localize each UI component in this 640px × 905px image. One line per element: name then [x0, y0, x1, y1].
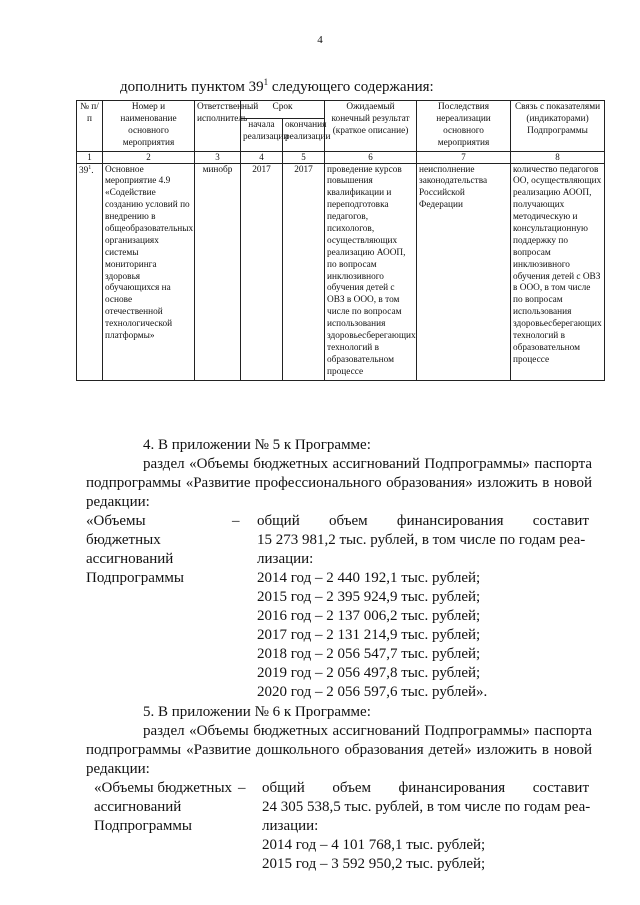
year-line: 2018 год – 2 056 547,7 тыс. рублей;: [257, 646, 481, 662]
word: общий: [262, 780, 305, 796]
header-consequence: Последствия нереализации основного мероприятия: [417, 101, 511, 152]
word: объем: [328, 513, 368, 529]
section5-years: [262, 836, 485, 874]
table-header-row: [77, 101, 605, 119]
header-result: Ожидаемый конечный результат (краткое описание): [325, 101, 417, 152]
section4-paragraph: раздел «Объемы бюджетных ассигнований Подпрограммы» паспорта подпрограммы «Развитие профессионального образования» изложить в новой редакции:: [86, 456, 592, 510]
header-link: Связь с показателями (индикаторами) Подпрограммы: [511, 101, 605, 152]
section5-dash: –: [238, 780, 246, 796]
year-line: 2015 год – 3 592 950,2 тыс. рублей;: [262, 856, 486, 872]
header-resp: Ответственный исполнитель: [195, 101, 241, 152]
page-number: 4: [317, 34, 323, 46]
word: составит: [532, 513, 589, 529]
row-name: Основное мероприятие 4.9 «Содействие созданию условий по внедрению в общеобразовательных организациях системы мониторинга здоровья обучающихся на основе отечественной технологической платформы»: [103, 163, 195, 380]
row-num: [77, 163, 103, 380]
section5-paragraph: раздел «Объемы бюджетных ассигнований Подпрограммы» паспорта подпрограммы «Развитие дошкольного образования детей» изложить в новой редакции:: [86, 723, 592, 777]
col-number: 3: [195, 151, 241, 163]
year-line: 2014 год – 4 101 768,1 тыс. рублей;: [262, 837, 486, 853]
section4-dash: –: [232, 513, 240, 529]
col-number: 6: [325, 151, 417, 163]
section4-label-3: ассигнований: [86, 551, 174, 567]
row-consequence: неисполнение законодательства Российской Федерации: [417, 163, 511, 380]
section5-total-line2: 24 305 538,5 тыс. рублей, в том числе по годам реа-: [262, 799, 591, 815]
section5-total-line3: лизации:: [262, 818, 319, 834]
row-num-text: 39: [79, 165, 89, 176]
word: объем: [332, 780, 371, 796]
col-number: 2: [103, 151, 195, 163]
row-start: 2017: [241, 163, 283, 380]
section4-total-line1: [257, 512, 589, 531]
section5-label-3: Подпрограммы: [94, 818, 192, 834]
col-number: 4: [241, 151, 283, 163]
table-number-row: [77, 151, 605, 163]
section4-label-4: Подпрограммы: [86, 570, 184, 586]
header-num: № п/п: [77, 101, 103, 152]
intro-sup: 1: [263, 77, 269, 87]
intro-line: [120, 77, 434, 96]
row-result: проведение курсов повышения квалификации и переподготовка педагогов, психологов, осуществляющих реализацию АООП, по вопросам инклюзивного обучения детей с ОВЗ в ООО, в том числе по вопросам использования здоровьесберегающих технологий в образовательном процессе: [325, 163, 417, 380]
col-number: 8: [511, 151, 605, 163]
year-line: 2020 год – 2 056 597,6 тыс. рублей».: [257, 684, 488, 700]
row-link: количество педагогов ОО, осуществляющих реализацию АООП, получающих методическую и консультационную поддержку по вопросам инклюзивного обучения детей с ОВЗ в ООО, в том числе по вопросам использования здоровьесберегающих технологий в образовательном процессе: [511, 163, 605, 380]
word: финансирования: [396, 513, 504, 529]
word: общий: [257, 513, 300, 529]
table-row: [77, 163, 605, 380]
row-num-sup: 1: [88, 164, 92, 171]
section4-label-2: бюджетных: [86, 532, 161, 548]
section4-total-line3: лизации:: [257, 551, 314, 567]
col-number: 1: [77, 151, 103, 163]
section4-total-line2: 15 273 981,2 тыс. рублей, в том числе по годам реа-: [257, 532, 586, 548]
year-line: 2019 год – 2 056 497,8 тыс. рублей;: [257, 665, 481, 681]
section5-label-1: «Объемы бюджетных: [94, 780, 233, 796]
section5-label-2: ассигнований: [94, 799, 182, 815]
word: составит: [532, 780, 589, 796]
section5-total-line1: [262, 779, 589, 798]
row-resp: минобр: [195, 163, 241, 380]
year-line: 2015 год – 2 395 924,9 тыс. рублей;: [257, 589, 481, 605]
section5-heading: 5. В приложении № 6 к Программе:: [143, 704, 371, 720]
row-end: 2017: [283, 163, 325, 380]
word: финансирования: [398, 780, 506, 796]
header-start: начала реализации: [241, 119, 283, 152]
row-num-tail: .: [91, 165, 94, 176]
measures-table: [76, 100, 605, 381]
year-line: 2016 год – 2 137 006,2 тыс. рублей;: [257, 608, 481, 624]
col-number: 7: [417, 151, 511, 163]
intro-text: дополнить пунктом 39: [120, 79, 264, 95]
section4-years: [257, 569, 487, 702]
year-line: 2014 год – 2 440 192,1 тыс. рублей;: [257, 570, 481, 586]
section4-label-1: «Объемы: [86, 513, 146, 529]
header-term: Срок: [241, 101, 325, 119]
header-end: окончания реализации: [283, 119, 325, 152]
year-line: 2017 год – 2 131 214,9 тыс. рублей;: [257, 627, 481, 643]
col-number: 5: [283, 151, 325, 163]
header-name: Номер и наименование основного мероприятия: [103, 101, 195, 152]
section4-heading: 4. В приложении № 5 к Программе:: [143, 437, 371, 453]
intro-tail: следующего содержания:: [268, 79, 434, 95]
